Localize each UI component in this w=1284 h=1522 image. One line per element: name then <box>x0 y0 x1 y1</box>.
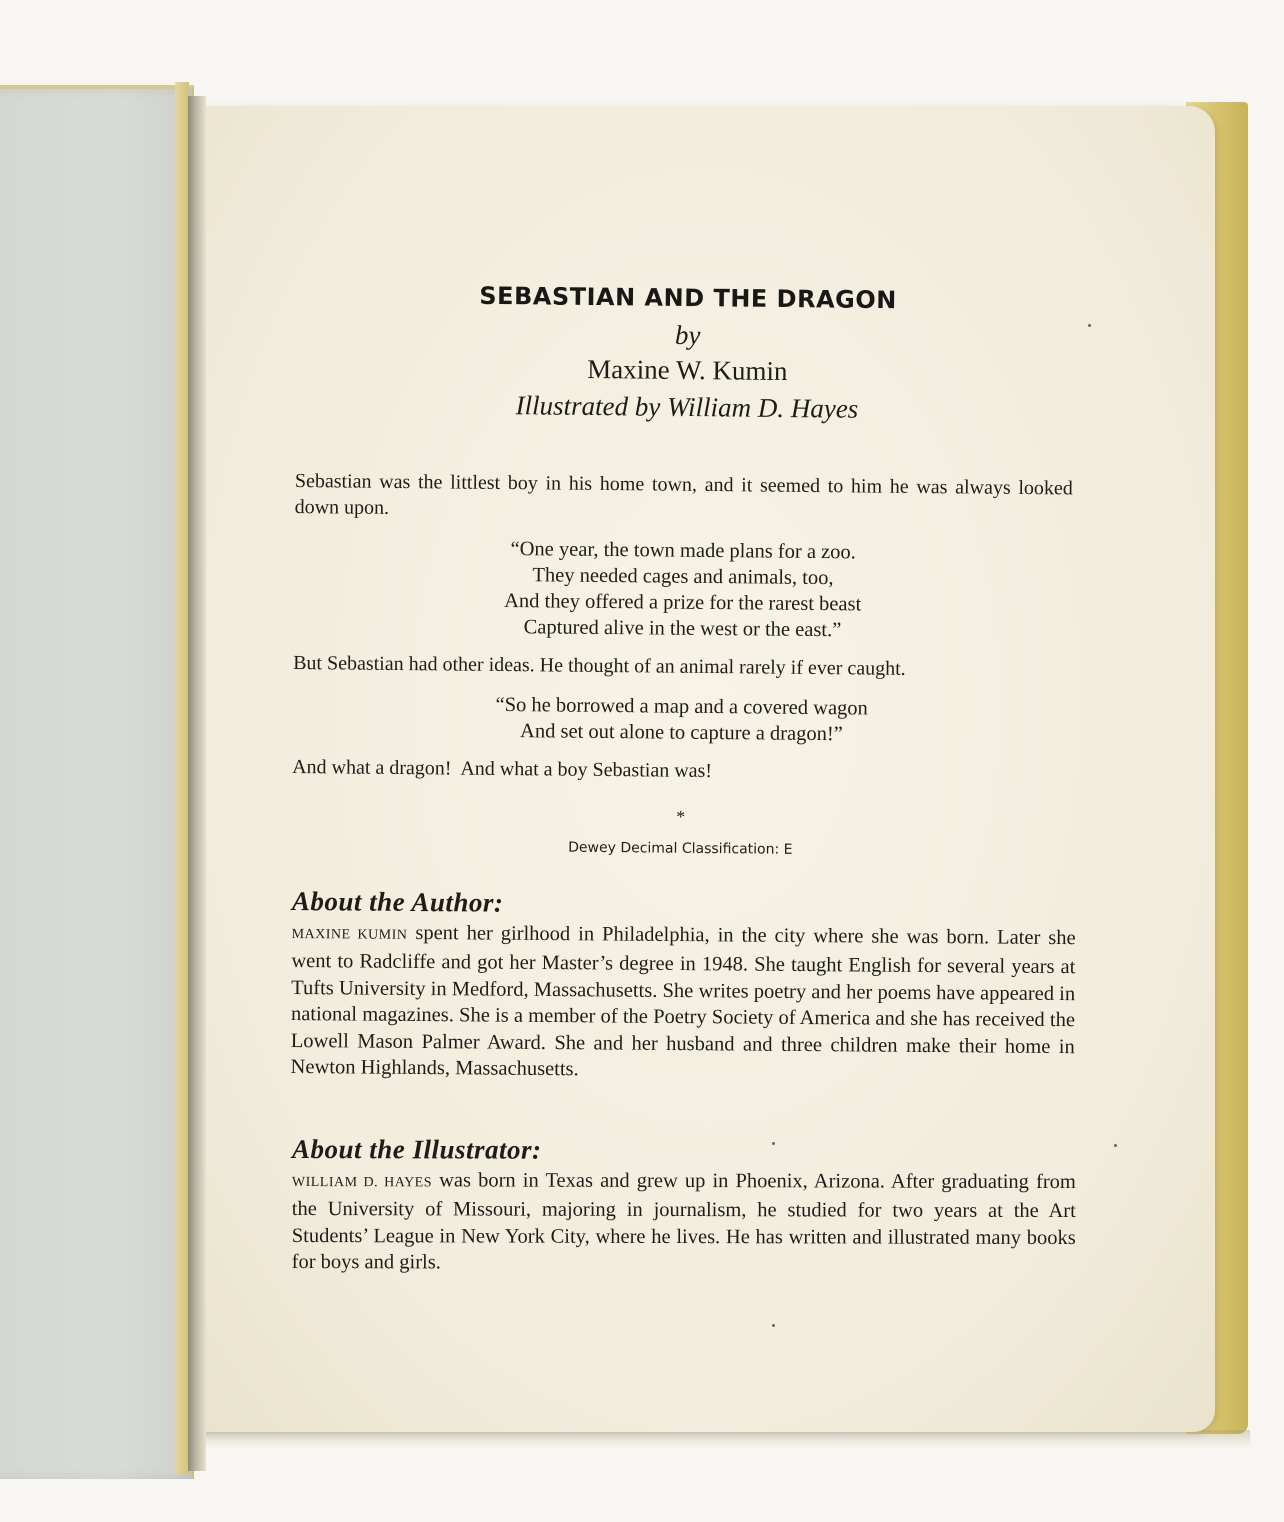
page-gutter <box>188 96 206 1471</box>
illustrator-name-smallcaps: WILLIAM D. HAYES <box>291 1174 433 1190</box>
verse-two <box>292 690 1070 749</box>
inside-front-cover <box>0 85 194 1479</box>
summary-intro: Sebastian was the littlest boy in his home town, and it seemed to him he was always looked down upon. <box>294 469 1073 519</box>
author-bio: spent her girlhood in Philadelphia, in the city where she was born. Later she went to Radcliffe and got her Master’s degree in 1948. She taught English for several years at Tufts University in Medford, Massachusetts. She writes poetry and her poems have appeared in national magazines. She is a member of the Poetry Society of America and she has received the Lowell Mason Palmer Award. She and her husband and three children make their home in Newton Highlands, Massachusetts. <box>290 921 1076 1081</box>
by-line: by <box>674 319 701 351</box>
page-shadow <box>190 1430 1250 1448</box>
verse-line: They needed cages and animals, too, <box>532 564 834 590</box>
summary-middle: But Sebastian had other ideas. He thought of an animal rarely if ever caught. <box>293 651 906 680</box>
illustrator-credit: Illustrated by William D. Hayes <box>515 390 859 424</box>
dewey-classification: Dewey Decimal Classification: E <box>568 839 793 858</box>
verse-line: And set out alone to capture a dragon!” <box>519 720 843 746</box>
cover-fold <box>175 82 189 1474</box>
book-page <box>200 106 1215 1432</box>
paper-speck <box>1088 324 1091 327</box>
about-author-text <box>290 918 1075 1086</box>
summary-closing: And what a dragon! And what a boy Sebastian was! <box>292 755 713 783</box>
paper-speck <box>1114 1144 1117 1147</box>
paper-speck <box>772 1142 775 1145</box>
book-title: SEBASTIAN AND THE DRAGON <box>479 281 897 315</box>
about-illustrator-text <box>292 1166 1076 1277</box>
about-author-section <box>290 888 1075 1087</box>
verse-one <box>293 534 1072 645</box>
verse-line: Captured alive in the west or the east.” <box>523 616 842 642</box>
about-illustrator-section <box>292 1136 1076 1278</box>
verse-line: And they offered a prize for the rarest beast <box>504 590 862 616</box>
about-author-heading: About the Author: <box>291 886 504 918</box>
verse-line: “So he borrowed a map and a covered wagon <box>495 693 868 720</box>
book-summary <box>291 468 1073 865</box>
title-block <box>199 279 1175 428</box>
about-illustrator-heading: About the Illustrator: <box>291 1134 542 1165</box>
author-name-smallcaps: MAXINE KUMIN <box>291 926 408 943</box>
section-asterisk: * <box>676 806 686 827</box>
verse-line: “One year, the town made plans for a zoo. <box>510 538 856 564</box>
illustrator-bio: was born in Texas and grew up in Phoenix, Arizona. After graduating from the University of Missouri, majoring in journalism, he studied for two years at the Art Students’ League in New York City, where he lives. He has written and illustrated many books for boys and girls. <box>291 1168 1076 1274</box>
paper-speck <box>772 1324 775 1327</box>
author-name: Maxine W. Kumin <box>587 353 788 387</box>
